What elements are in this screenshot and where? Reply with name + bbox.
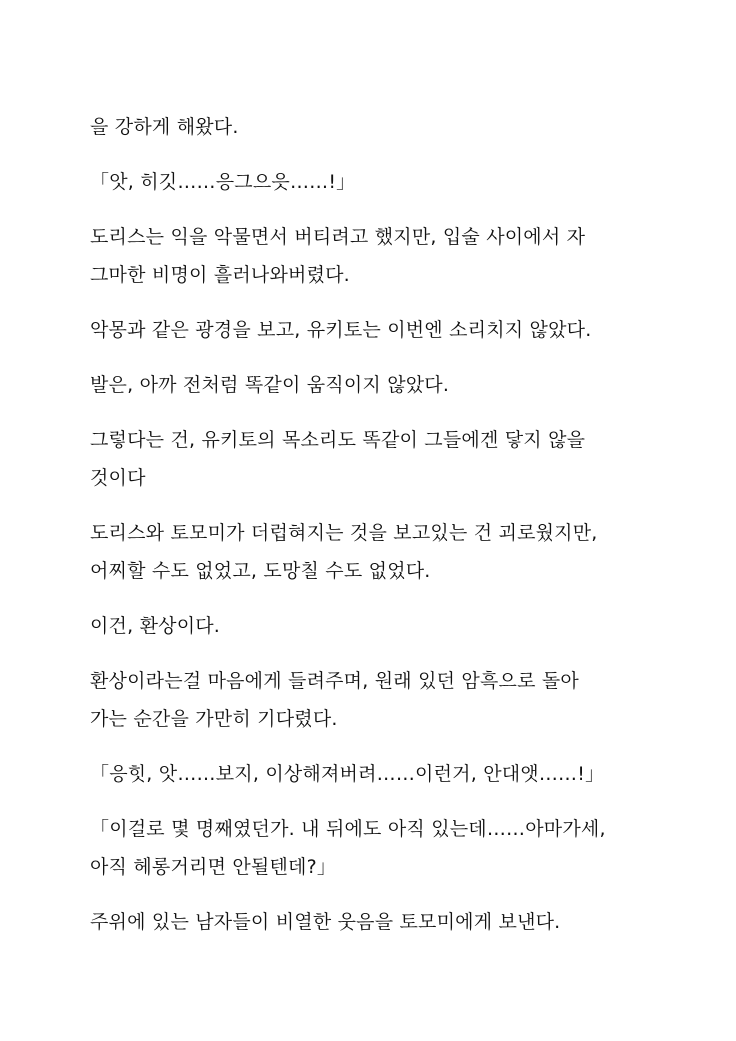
paragraph — [90, 421, 655, 497]
text-line: 발은, 아까 전처럼 똑같이 움직이지 않았다. — [90, 374, 450, 396]
text-line: 「이걸로 몇 명째였던가. 내 뒤에도 아직 있는데……아마가세, — [90, 818, 606, 840]
paragraph — [90, 662, 655, 738]
paragraph — [90, 607, 655, 645]
paragraph — [90, 755, 655, 793]
text-line: 도리스는 익을 악물면서 버티려고 했지만, 입술 사이에서 자 — [90, 226, 586, 248]
body-text — [90, 108, 655, 958]
paragraph — [90, 163, 655, 201]
text-line: 환상이라는걸 마음에게 들려주며, 원래 있던 암흑으로 돌아 — [90, 670, 579, 692]
text-line: 가는 순간을 가만히 기다렸다. — [90, 708, 338, 730]
text-line: 이건, 환상이다. — [90, 615, 221, 637]
paragraph — [90, 218, 655, 294]
text-line: 「앗, 히깃……응그으읏……!」 — [90, 171, 356, 193]
paragraph — [90, 903, 655, 941]
text-line: 그렇다는 건, 유키토의 목소리도 똑같이 그들에겐 닿지 않을 — [90, 429, 586, 451]
paragraph — [90, 108, 655, 146]
text-line: 어찌할 수도 없었고, 도망칠 수도 없었다. — [90, 560, 431, 582]
paragraph — [90, 810, 655, 886]
paragraph — [90, 366, 655, 404]
paragraph — [90, 311, 655, 349]
text-line: 「응힛, 앗……보지, 이상해져버려……이런거, 안대앳……!」 — [90, 763, 605, 785]
text-line: 을 강하게 해왔다. — [90, 116, 239, 138]
text-line: 것이다 — [90, 467, 146, 489]
text-line: 악몽과 같은 광경을 보고, 유키토는 이번엔 소리치지 않았다. — [90, 319, 592, 341]
text-line: 주위에 있는 남자들이 비열한 웃음을 토모미에게 보낸다. — [90, 911, 561, 933]
text-line: 그마한 비명이 흘러나와버렸다. — [90, 264, 350, 286]
text-line: 도리스와 토모미가 더럽혀지는 것을 보고있는 건 괴로웠지만, — [90, 522, 598, 544]
text-line: 아직 헤롱거리면 안될텐데?」 — [90, 856, 337, 878]
paragraph — [90, 514, 655, 590]
